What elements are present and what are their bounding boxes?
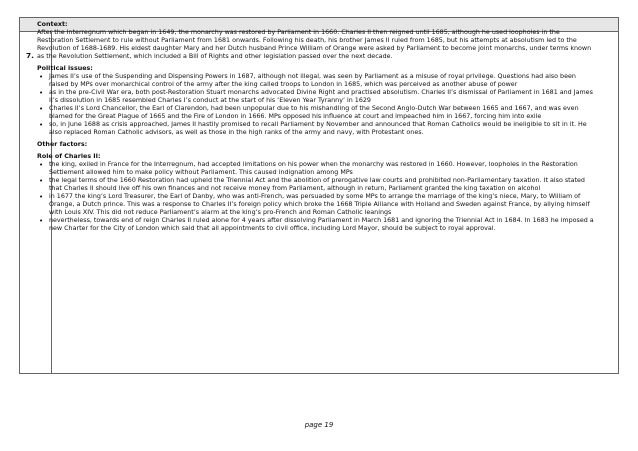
list-item: • in 1677 the king’s Lord Treasurer, the Earl of Danby, who was anti-French, was persuaded by some MPs to arrange the marriage of the king’s niece, Mary, to William of Orange, a Dutch prince. This was a response to Charles II’s foreign policy which broke the 1668 Triple Alliance with Holland and Sweden against France, by allying himself with Louis XIV. This did not reduce Parliament’s alarm at the king’s pro-French and Roman Catholic leanings xyxy=(37,193,594,217)
context-paragraph: After the Interregnum which began in 1649, the monarchy was restored by Parliament in 1660. Charles II then reigned until 1685, although he used loopholes in the Restoration Settlement to rule without Parliament from 1681 onwards. Following his death, his brother James II ruled from 1685, but his attempts at absolutism led to the Revolution of 1688-1689. His eldest daughter Mary and her Dutch husband Prince William of Orange were asked by Parliament to become joint monarchs, under terms known as the Revolution Settlement, which included a Bill of Rights and other legislation passed over the next decade. xyxy=(37,29,592,60)
list-item: • as in the pre-Civil War era, both post-Restoration Stuart monarchs advocated Divine Right and practised absolutism. Charles II’s dismissal of Parliament in 1681 and James II’s dissolution in 1685 resembled Charles I’s conduct at the start of his ‘Eleven Year Tyranny’ in 1629 xyxy=(37,89,594,105)
list-item: • so, in June 1688 as crisis approached, James II hastily promised to recall Parliament by November and announced that Roman Catholics would be ineligible to sit in it. He also replaced Roman Catholic advisors, as well as those in the high ranks of the army and navy, with Protestant ones. xyxy=(37,121,594,137)
political-issues-heading: Political issues: xyxy=(37,65,93,72)
page-number: page 19 xyxy=(304,421,334,429)
row-content xyxy=(37,21,594,233)
other-factors-heading: Other factors: xyxy=(37,141,88,148)
row-number: 7. xyxy=(26,51,34,60)
list-item: • the king, exiled in France for the Interregnum, had accepted limitations on his power when the monarchy was restored in 1660. However, loopholes in the Restoration Settlement allowed him to make policy without Parliament. This caused indignation among MPs xyxy=(37,161,594,177)
political-issues-list xyxy=(37,73,594,137)
list-item: • nevertheless, towards end of reign Charles II ruled alone for 4 years after dissolving Parliament in March 1681 and ignoring the Triennial Act in 1684. In 1683 he imposed a new Charter for the City of London which said that all appointments to civil office, including Lord Mayor, should be subject to royal approval. xyxy=(37,217,594,233)
list-item: • James II’s use of the Suspending and Dispensing Powers in 1687, although not illegal, was seen by Parliament as a misuse of royal privilege. Questions had also been raised by MPs over monarchical control of the army after the king called troops to London in 1685, which was perceived as another abuse of power xyxy=(37,73,594,89)
list-item: • the legal terms of the 1660 Restoration had upheld the Triennial Act and the abolition of prerogative law courts and prohibited non-Parliamentary taxation. It also stated that Charles II should live off his own finances and not receive money from Parliament, although in return, Parliament granted the king taxation on alcohol xyxy=(37,177,594,193)
list-item: • Charles II’s Lord Chancellor, the Earl of Clarendon, had been unpopular due to his mishandling of the Second Anglo-Dutch War between 1665 and 1667, and was even blamed for the Great Plague of 1665 and the Fire of London in 1666. MPs opposed his influence at court and impeached him in 1667, forcing him into exile xyxy=(37,105,594,121)
role-of-charles-heading: Role of Charles II: xyxy=(37,153,101,160)
role-of-charles-list xyxy=(37,161,594,233)
context-heading: Context: xyxy=(37,21,68,28)
